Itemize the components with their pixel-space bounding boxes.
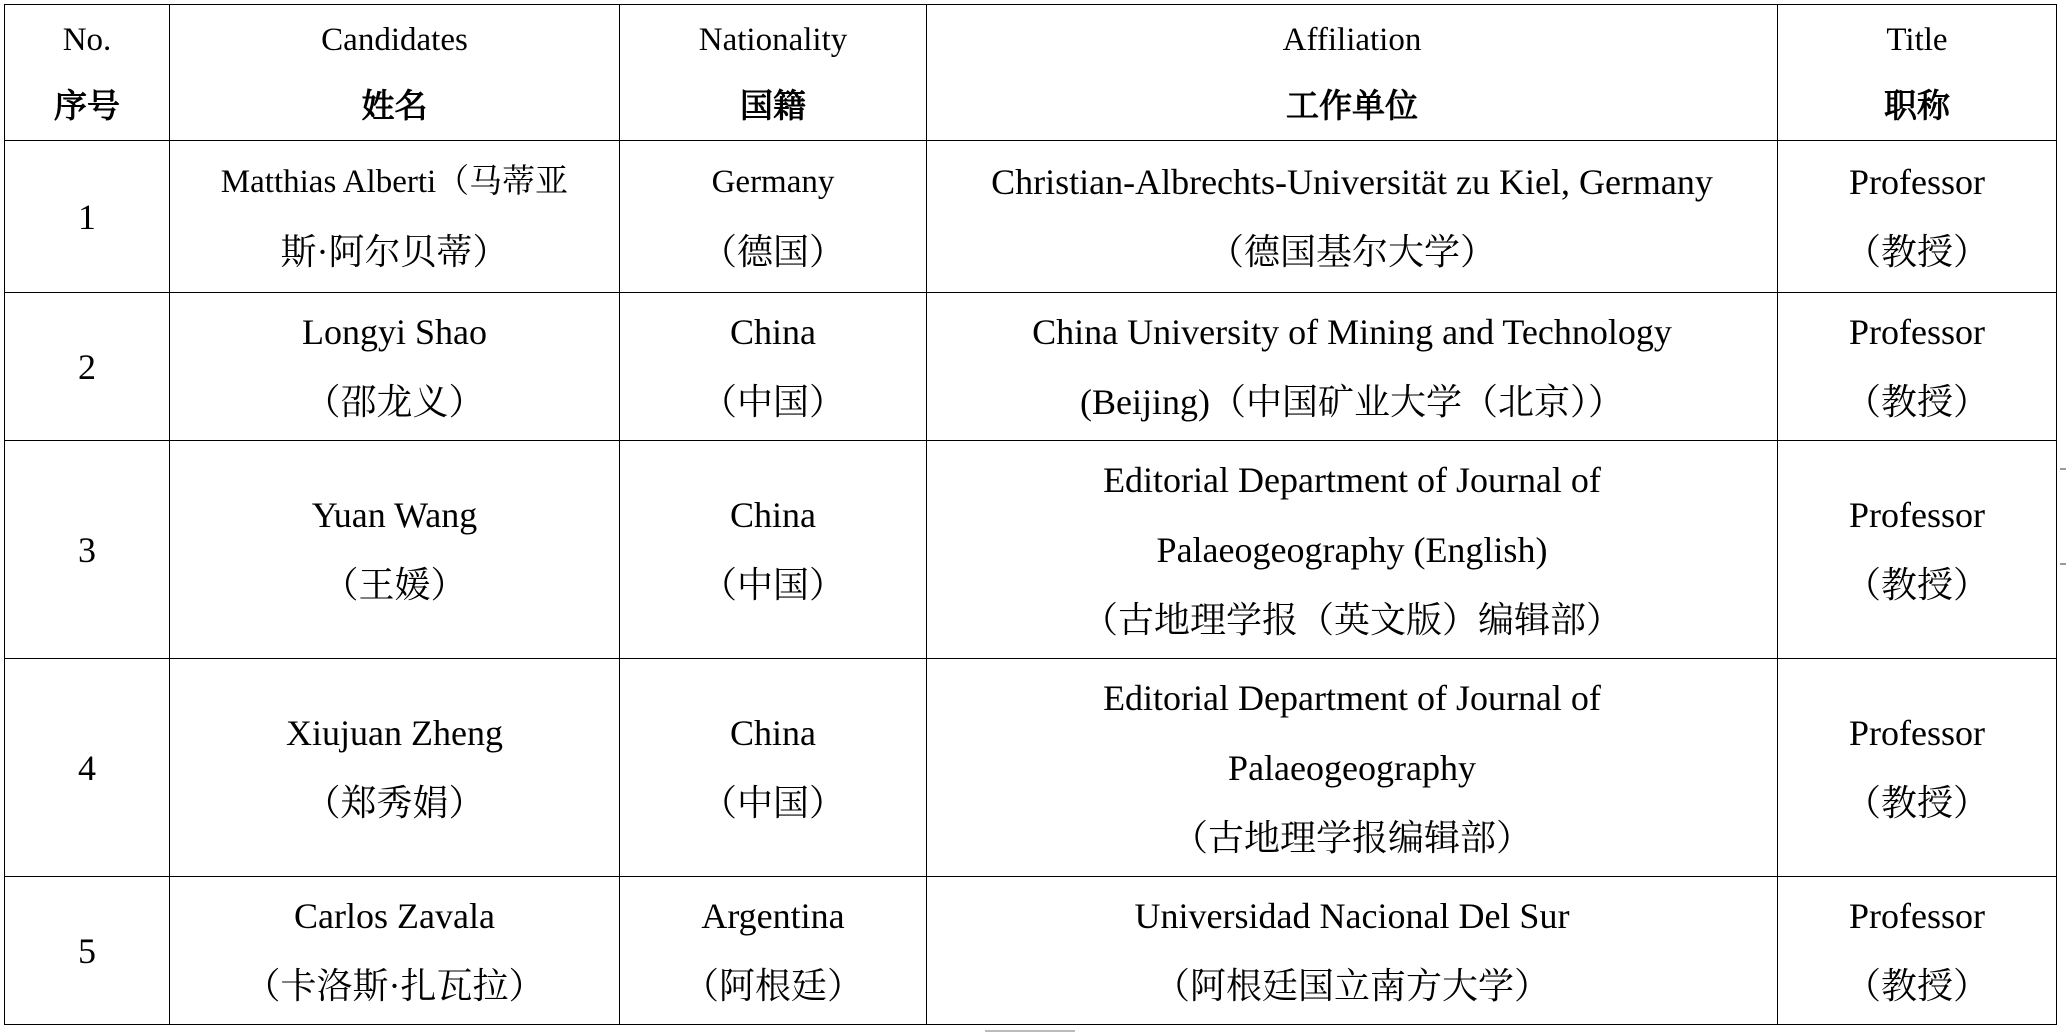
cell-no: 1 xyxy=(5,141,170,293)
cell-nationality xyxy=(620,141,927,293)
cell-name xyxy=(170,659,620,877)
header-row xyxy=(5,5,2057,141)
cell-affiliation xyxy=(927,141,1778,293)
cell-name xyxy=(170,141,620,293)
cell-no: 2 xyxy=(5,293,170,441)
cell-name xyxy=(170,293,620,441)
name-line: （邵龙义） xyxy=(304,381,485,422)
name-line: Yuan Wang xyxy=(311,494,478,535)
affiliation-line: （古地理学报（英文版）编辑部） xyxy=(1081,599,1622,640)
title-line: Professor xyxy=(1849,895,1985,936)
margin-tick-mark xyxy=(2060,563,2066,565)
header-nationality-zh: 国籍 xyxy=(740,85,806,125)
header-nationality xyxy=(620,5,927,141)
title-line: Professor xyxy=(1849,161,1985,202)
cell-no: 5 xyxy=(5,877,170,1025)
header-affiliation-zh: 工作单位 xyxy=(1286,85,1418,125)
cell-affiliation xyxy=(927,659,1778,877)
title-line: Professor xyxy=(1849,712,1985,753)
name-line: 斯·阿尔贝蒂） xyxy=(280,231,509,272)
cell-nationality xyxy=(620,659,927,877)
name-line: （郑秀娟） xyxy=(304,782,485,823)
affiliation-line: (Beijing)（中国矿业大学（北京）） xyxy=(1080,381,1624,422)
title-line: （教授） xyxy=(1844,965,1989,1006)
cell-name xyxy=(170,441,620,659)
cell-nationality xyxy=(620,877,927,1025)
affiliation-line: （古地理学报编辑部） xyxy=(1171,817,1532,858)
nationality-line: （中国） xyxy=(700,564,845,605)
title-line: （教授） xyxy=(1844,564,1989,605)
candidates-table-container xyxy=(4,4,2056,1025)
header-title-en: Title xyxy=(1886,21,1948,58)
affiliation-line: Editorial Department of Journal of xyxy=(1103,677,1601,718)
nationality-line: China xyxy=(730,311,816,352)
title-line: Professor xyxy=(1849,494,1985,535)
name-line: （卡洛斯·扎瓦拉） xyxy=(244,965,545,1006)
cell-no: 4 xyxy=(5,659,170,877)
nationality-line: （中国） xyxy=(700,782,845,823)
cell-title xyxy=(1778,877,2057,1025)
title-line: （教授） xyxy=(1844,381,1989,422)
header-candidates-en: Candidates xyxy=(321,21,468,58)
header-candidates xyxy=(170,5,620,141)
cell-title xyxy=(1778,659,2057,877)
cell-affiliation xyxy=(927,293,1778,441)
affiliation-line: Editorial Department of Journal of xyxy=(1103,459,1601,500)
title-line: （教授） xyxy=(1844,231,1989,272)
table-row xyxy=(5,141,2057,293)
name-line: Xiujuan Zheng xyxy=(286,712,503,753)
page-bottom-rule xyxy=(985,1030,1075,1032)
name-line: Longyi Shao xyxy=(302,311,487,352)
header-no-zh: 序号 xyxy=(54,85,120,125)
header-title-zh: 职称 xyxy=(1884,85,1950,125)
cell-nationality xyxy=(620,441,927,659)
cell-name xyxy=(170,877,620,1025)
title-line: （教授） xyxy=(1844,782,1989,823)
header-nationality-en: Nationality xyxy=(698,21,848,58)
affiliation-line: Palaeogeography xyxy=(1228,747,1476,788)
nationality-line: （阿根廷） xyxy=(682,965,863,1006)
nationality-line: Germany xyxy=(711,163,835,200)
cell-title xyxy=(1778,141,2057,293)
affiliation-line: Christian-Albrechts-Universität zu Kiel, Germany xyxy=(991,161,1713,202)
header-affiliation xyxy=(927,5,1778,141)
nationality-line: （中国） xyxy=(700,381,845,422)
cell-nationality xyxy=(620,293,927,441)
table-row xyxy=(5,659,2057,877)
nationality-line: （德国） xyxy=(700,231,845,272)
table-row xyxy=(5,877,2057,1025)
title-line: Professor xyxy=(1849,311,1985,352)
header-no xyxy=(5,5,170,141)
affiliation-line: Universidad Nacional Del Sur xyxy=(1134,895,1570,936)
nationality-line: Argentina xyxy=(701,895,845,936)
name-line: （王媛） xyxy=(322,564,467,605)
affiliation-line: Palaeogeography (English) xyxy=(1156,529,1548,570)
affiliation-line: （德国基尔大学） xyxy=(1207,231,1496,272)
candidates-table xyxy=(4,4,2057,1025)
name-line: Carlos Zavala xyxy=(294,895,495,936)
affiliation-line: China University of Mining and Technology xyxy=(1032,311,1672,352)
table-row xyxy=(5,293,2057,441)
header-candidates-zh: 姓名 xyxy=(361,85,428,125)
cell-title xyxy=(1778,441,2057,659)
table-row xyxy=(5,441,2057,659)
cell-no: 3 xyxy=(5,441,170,659)
nationality-line: China xyxy=(730,494,816,535)
cell-title xyxy=(1778,293,2057,441)
header-no-en: No. xyxy=(62,21,112,58)
affiliation-line: （阿根廷国立南方大学） xyxy=(1153,965,1550,1006)
header-title xyxy=(1778,5,2057,141)
margin-tick-mark xyxy=(2060,468,2066,470)
nationality-line: China xyxy=(730,712,816,753)
cell-affiliation xyxy=(927,877,1778,1025)
name-line: Matthias Alberti（马蒂亚 xyxy=(220,163,569,200)
cell-affiliation xyxy=(927,441,1778,659)
header-affiliation-en: Affiliation xyxy=(1282,21,1422,58)
